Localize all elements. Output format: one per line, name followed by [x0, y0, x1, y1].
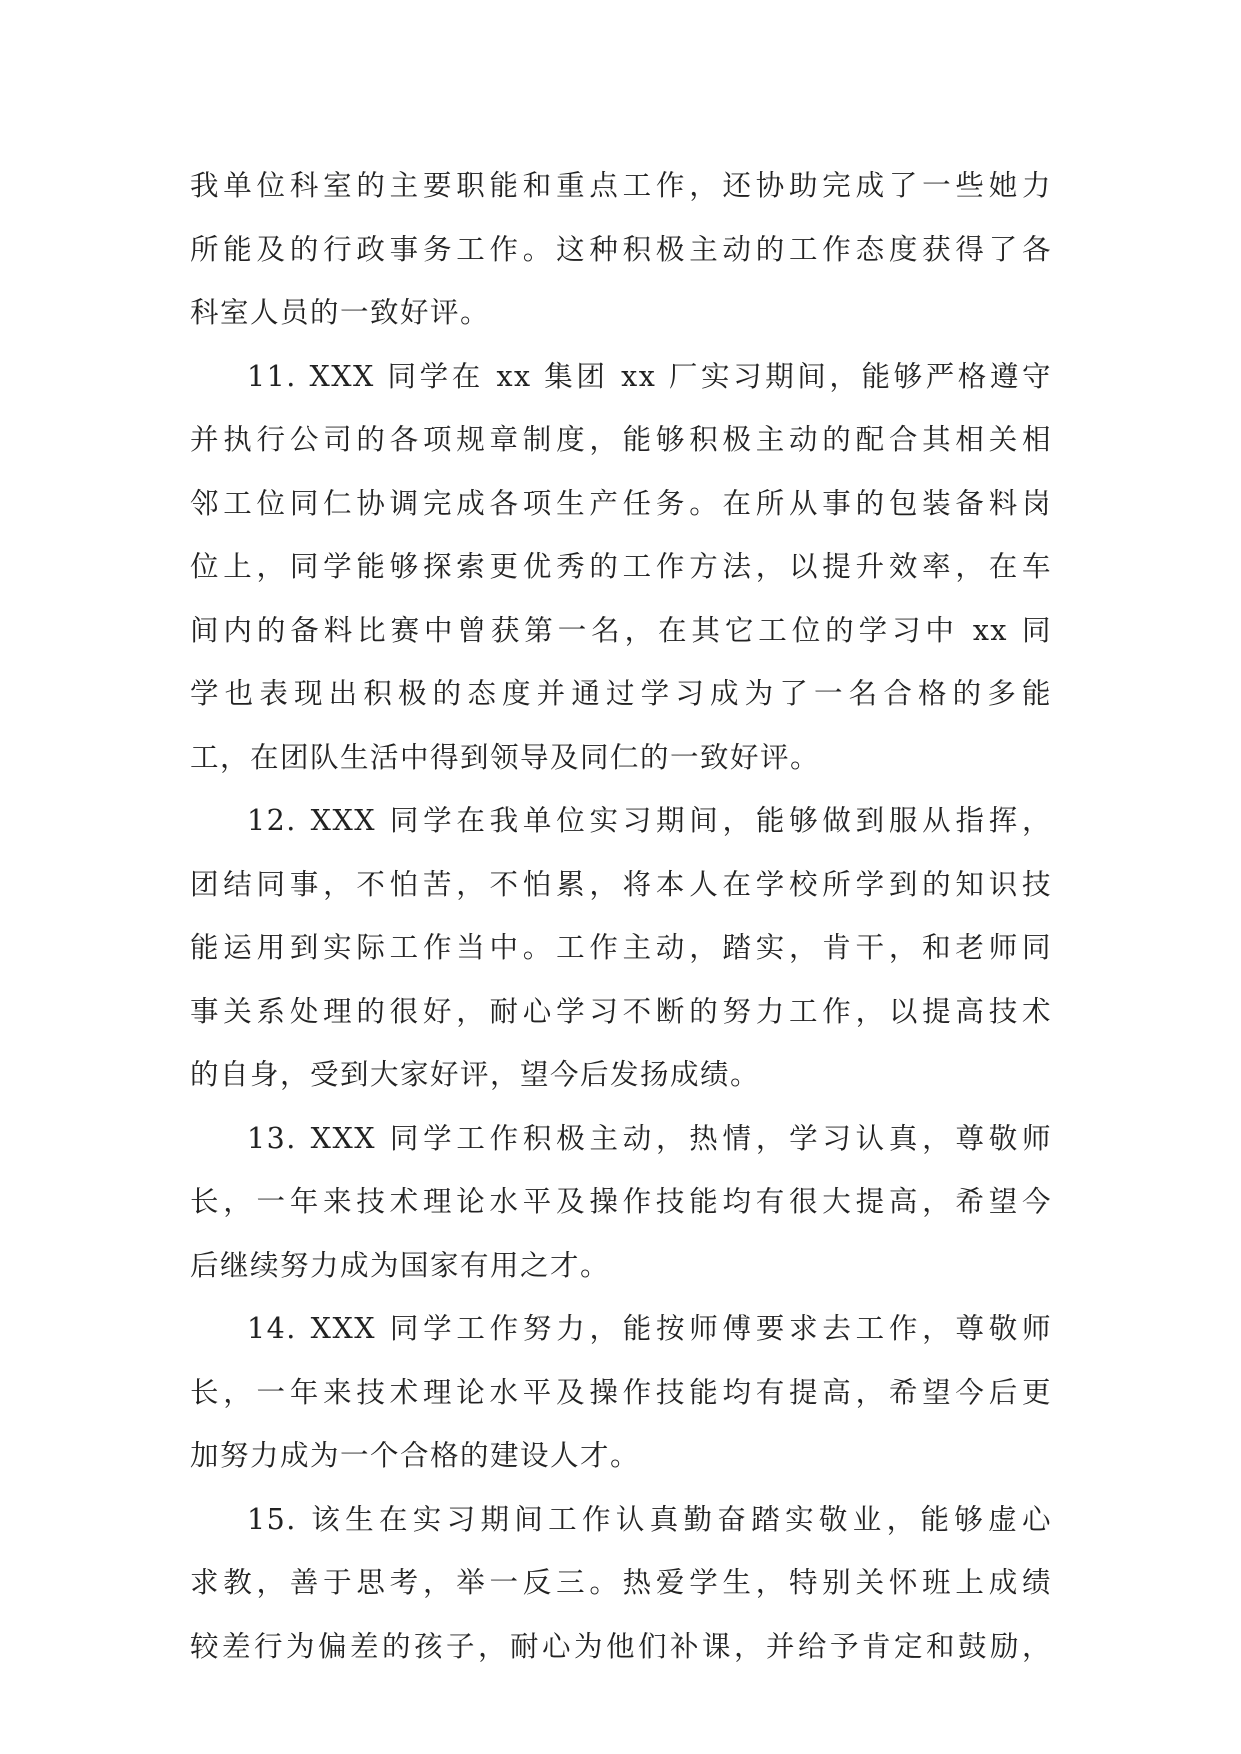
text-line: 科室人员的一致好评。 — [190, 296, 491, 329]
text-line: 邻工位同仁协调完成各项生产任务。在所从事的包装备料岗 — [190, 486, 1052, 520]
text-line: 间内的备料比赛中曾获第一名，在其它工位的学习中 xx 同 — [190, 613, 1052, 647]
text-line: 后继续努力成为国家有用之才。 — [190, 1248, 611, 1282]
paragraph-item-14 — [190, 1297, 1052, 1488]
text-line: 团结同事，不怕苦，不怕累，将本人在学校所学到的知识技 — [190, 867, 1052, 901]
text-line: 求教，善于思考，举一反三。热爱学生，特别关怀班上成绩 — [190, 1566, 1052, 1599]
text-line: 长，一年来技术理论水平及操作技能均有很大提高，希望今 — [190, 1185, 1052, 1218]
text-line: 的自身，受到大家好评，望今后发扬成绩。 — [190, 1058, 761, 1091]
text-line: 11. XXX 同学在 xx 集团 xx 厂实习期间，能够严格遵守 — [247, 359, 1052, 393]
paragraph-item-13 — [190, 1107, 1052, 1298]
text-line: 13. XXX 同学工作积极主动，热情，学习认真，尊敬师 — [247, 1121, 1052, 1155]
text-line: 较差行为偏差的孩子，耐心为他们补课，并给予肯定和鼓励， — [190, 1629, 1052, 1663]
text-line: 所能及的行政事务工作。这种积极主动的工作态度获得了各 — [190, 232, 1052, 266]
paragraph-item-11 — [190, 345, 1052, 790]
text-line: 并执行公司的各项规章制度，能够积极主动的配合其相关相 — [190, 423, 1052, 456]
document-body — [190, 154, 1052, 1678]
paragraph-item-12 — [190, 789, 1052, 1107]
text-line: 我单位科室的主要职能和重点工作，还协助完成了一些她力 — [190, 169, 1052, 202]
paragraph-item-15 — [190, 1488, 1052, 1679]
text-line: 长，一年来技术理论水平及操作技能均有提高，希望今后更 — [190, 1375, 1052, 1409]
text-line: 加努力成为一个合格的建设人才。 — [190, 1439, 641, 1472]
text-line: 位上，同学能够探索更优秀的工作方法，以提升效率，在车 — [190, 550, 1052, 583]
paragraph-continuation — [190, 154, 1052, 345]
text-line: 12. XXX 同学在我单位实习期间，能够做到服从指挥， — [247, 804, 1052, 837]
text-line: 14. XXX 同学工作努力，能按师傅要求去工作，尊敬师 — [247, 1312, 1052, 1345]
text-line: 学也表现出积极的态度并通过学习成为了一名合格的多能 — [190, 677, 1052, 710]
text-line: 事关系处理的很好，耐心学习不断的努力工作，以提高技术 — [190, 994, 1052, 1028]
text-line: 工，在团队生活中得到领导及同仁的一致好评。 — [190, 740, 821, 774]
text-line: 15. 该生在实习期间工作认真勤奋踏实敬业，能够虚心 — [247, 1502, 1052, 1536]
text-line: 能运用到实际工作当中。工作主动，踏实，肯干，和老师同 — [190, 931, 1052, 964]
